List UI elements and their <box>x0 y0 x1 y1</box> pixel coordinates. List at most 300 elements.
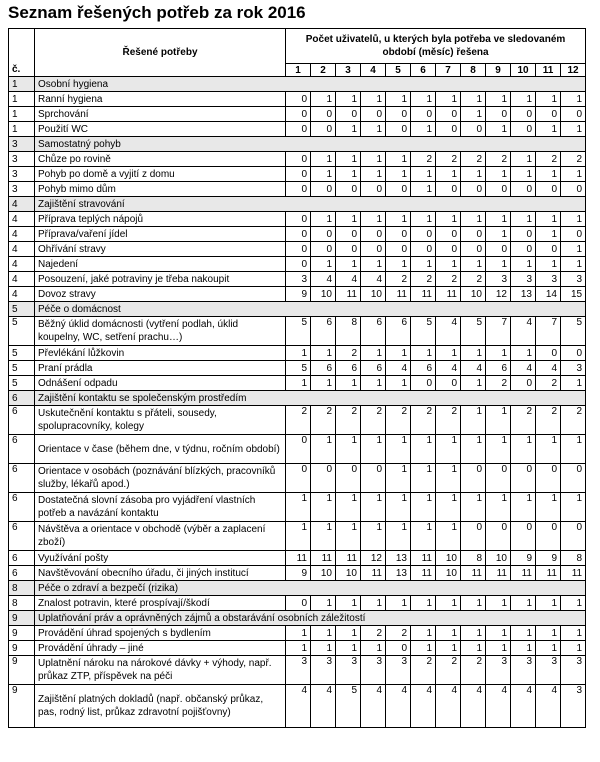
month-value: 0 <box>386 107 411 122</box>
month-value: 1 <box>536 435 561 464</box>
month-value: 2 <box>411 152 436 167</box>
table-row <box>9 212 586 227</box>
month-value: 3 <box>511 656 536 685</box>
row-number: 1 <box>9 107 35 122</box>
month-value: 1 <box>386 92 411 107</box>
month-value: 0 <box>436 107 461 122</box>
table-row <box>9 566 586 581</box>
month-value: 1 <box>361 522 386 551</box>
need-name: Najedení <box>35 257 286 272</box>
table-row <box>9 287 586 302</box>
header-month-1: 1 <box>286 64 311 77</box>
month-value: 5 <box>411 317 436 346</box>
header-month-11: 11 <box>536 64 561 77</box>
month-value: 1 <box>311 346 336 361</box>
month-value: 1 <box>311 626 336 641</box>
month-value: 3 <box>536 656 561 685</box>
month-value: 0 <box>336 242 361 257</box>
month-value: 4 <box>436 361 461 376</box>
month-value: 0 <box>511 376 536 391</box>
month-value: 13 <box>386 566 411 581</box>
month-value: 3 <box>561 361 586 376</box>
month-value: 10 <box>486 551 511 566</box>
month-value: 2 <box>486 376 511 391</box>
month-value: 1 <box>486 257 511 272</box>
table-row <box>9 227 586 242</box>
month-value: 0 <box>311 227 336 242</box>
row-number: 9 <box>9 626 35 641</box>
need-name: Návštěva a orientace v obchodě (výběr a zaplacení zboží) <box>35 522 286 551</box>
month-value: 1 <box>461 167 486 182</box>
month-value: 10 <box>461 287 486 302</box>
month-value: 1 <box>511 641 536 656</box>
month-value: 4 <box>536 685 561 728</box>
month-value: 1 <box>386 522 411 551</box>
month-value: 0 <box>386 122 411 137</box>
month-value: 0 <box>461 122 486 137</box>
table-row <box>9 361 586 376</box>
month-value: 0 <box>286 242 311 257</box>
month-value: 0 <box>486 182 511 197</box>
month-value: 2 <box>536 152 561 167</box>
header-needs-col: Řešené potřeby <box>35 29 286 77</box>
month-value: 1 <box>536 493 561 522</box>
month-value: 10 <box>436 566 461 581</box>
month-value: 2 <box>436 656 461 685</box>
month-value: 2 <box>386 272 411 287</box>
month-value: 1 <box>511 596 536 611</box>
month-value: 1 <box>561 242 586 257</box>
month-value: 3 <box>536 272 561 287</box>
month-value: 11 <box>361 566 386 581</box>
header-month-8: 8 <box>461 64 486 77</box>
section-row <box>9 391 586 406</box>
month-value: 1 <box>461 641 486 656</box>
month-value: 3 <box>311 656 336 685</box>
month-value: 0 <box>461 522 486 551</box>
month-value: 11 <box>411 287 436 302</box>
month-value: 1 <box>361 212 386 227</box>
row-number: 4 <box>9 197 35 212</box>
month-value: 1 <box>411 92 436 107</box>
month-value: 9 <box>286 287 311 302</box>
month-value: 8 <box>561 551 586 566</box>
month-value: 0 <box>536 107 561 122</box>
header-month-6: 6 <box>411 64 436 77</box>
month-value: 1 <box>561 596 586 611</box>
row-number: 9 <box>9 641 35 656</box>
month-value: 3 <box>561 656 586 685</box>
month-value: 1 <box>311 152 336 167</box>
row-number: 5 <box>9 317 35 346</box>
month-value: 1 <box>386 493 411 522</box>
month-value: 1 <box>486 626 511 641</box>
month-value: 0 <box>386 182 411 197</box>
row-number: 5 <box>9 361 35 376</box>
month-value: 0 <box>461 182 486 197</box>
month-value: 10 <box>436 551 461 566</box>
table-row <box>9 641 586 656</box>
row-number: 8 <box>9 596 35 611</box>
month-value: 1 <box>336 92 361 107</box>
table-row <box>9 522 586 551</box>
month-value: 1 <box>386 596 411 611</box>
month-value: 0 <box>436 242 461 257</box>
month-value: 0 <box>436 227 461 242</box>
month-value: 1 <box>436 626 461 641</box>
month-value: 4 <box>486 685 511 728</box>
month-value: 13 <box>511 287 536 302</box>
month-value: 1 <box>386 464 411 493</box>
month-value: 2 <box>336 406 361 435</box>
need-name: Dovoz stravy <box>35 287 286 302</box>
table-row <box>9 685 586 728</box>
table-row <box>9 317 586 346</box>
table-row <box>9 551 586 566</box>
month-value: 1 <box>536 227 561 242</box>
need-name: Praní prádla <box>35 361 286 376</box>
month-value: 1 <box>436 346 461 361</box>
month-value: 1 <box>486 167 511 182</box>
month-value: 0 <box>286 227 311 242</box>
row-number: 4 <box>9 257 35 272</box>
month-value: 6 <box>336 361 361 376</box>
need-name: Použití WC <box>35 122 286 137</box>
need-name: Sprchování <box>35 107 286 122</box>
month-value: 1 <box>336 626 361 641</box>
month-value: 1 <box>411 493 436 522</box>
month-value: 1 <box>561 212 586 227</box>
month-value: 1 <box>536 92 561 107</box>
row-number: 4 <box>9 272 35 287</box>
month-value: 1 <box>461 212 486 227</box>
month-value: 2 <box>286 406 311 435</box>
month-value: 1 <box>411 596 436 611</box>
month-value: 1 <box>336 522 361 551</box>
month-value: 1 <box>436 493 461 522</box>
month-value: 2 <box>386 626 411 641</box>
need-name: Provádění úhrady – jiné <box>35 641 286 656</box>
month-value: 2 <box>536 376 561 391</box>
month-value: 11 <box>311 551 336 566</box>
month-value: 1 <box>411 641 436 656</box>
month-value: 0 <box>286 92 311 107</box>
table-row <box>9 122 586 137</box>
month-value: 1 <box>311 522 336 551</box>
month-value: 1 <box>486 212 511 227</box>
month-value: 1 <box>286 641 311 656</box>
month-value: 2 <box>361 406 386 435</box>
month-value: 0 <box>461 227 486 242</box>
month-value: 4 <box>386 361 411 376</box>
month-value: 1 <box>436 92 461 107</box>
month-value: 1 <box>411 212 436 227</box>
month-value: 0 <box>386 641 411 656</box>
month-value: 1 <box>386 376 411 391</box>
row-number: 6 <box>9 406 35 435</box>
table-row <box>9 182 586 197</box>
month-value: 1 <box>311 596 336 611</box>
month-value: 1 <box>361 122 386 137</box>
month-value: 0 <box>286 257 311 272</box>
month-value: 2 <box>461 272 486 287</box>
need-name: Orientace v osobách (poznávání blízkých, pracovníků služby, lékařů apod.) <box>35 464 286 493</box>
month-value: 0 <box>361 464 386 493</box>
need-name: Uskutečnění kontaktu s přáteli, sousedy, spolupracovníky, kolegy <box>35 406 286 435</box>
month-value: 10 <box>311 287 336 302</box>
month-value: 11 <box>386 287 411 302</box>
month-value: 3 <box>286 656 311 685</box>
month-value: 1 <box>286 493 311 522</box>
month-value: 0 <box>511 122 536 137</box>
need-name: Provádění úhrad spojených s bydlením <box>35 626 286 641</box>
month-value: 1 <box>411 257 436 272</box>
header-month-10: 10 <box>511 64 536 77</box>
month-value: 2 <box>561 152 586 167</box>
month-value: 1 <box>436 641 461 656</box>
month-value: 1 <box>361 493 386 522</box>
month-value: 0 <box>411 242 436 257</box>
month-value: 1 <box>536 212 561 227</box>
month-value: 0 <box>386 227 411 242</box>
month-value: 2 <box>436 406 461 435</box>
month-value: 1 <box>386 435 411 464</box>
month-value: 6 <box>311 317 336 346</box>
month-value: 0 <box>436 122 461 137</box>
table-row <box>9 656 586 685</box>
row-number: 5 <box>9 302 35 317</box>
month-value: 1 <box>436 257 461 272</box>
table-row <box>9 152 586 167</box>
month-value: 1 <box>336 122 361 137</box>
month-value: 1 <box>411 435 436 464</box>
month-value: 0 <box>511 522 536 551</box>
month-value: 1 <box>486 92 511 107</box>
need-name: Dostatečná slovní zásoba pro vyjádření vlastních potřeb a navázání kontaktu <box>35 493 286 522</box>
month-value: 0 <box>286 152 311 167</box>
need-name: Chůze po rovině <box>35 152 286 167</box>
row-number: 9 <box>9 656 35 685</box>
month-value: 1 <box>436 212 461 227</box>
header-row <box>9 29 586 64</box>
month-value: 3 <box>561 272 586 287</box>
need-name: Posouzení, jaké potraviny je třeba nakoupit <box>35 272 286 287</box>
section-row <box>9 197 586 212</box>
month-value: 0 <box>511 227 536 242</box>
month-value: 2 <box>461 656 486 685</box>
row-number: 4 <box>9 212 35 227</box>
section-row <box>9 302 586 317</box>
month-value: 0 <box>311 182 336 197</box>
month-value: 2 <box>386 406 411 435</box>
month-value: 1 <box>361 641 386 656</box>
row-number: 4 <box>9 242 35 257</box>
month-value: 1 <box>411 122 436 137</box>
month-value: 1 <box>536 596 561 611</box>
month-value: 0 <box>286 167 311 182</box>
row-number: 6 <box>9 435 35 464</box>
month-value: 0 <box>361 242 386 257</box>
row-number: 3 <box>9 152 35 167</box>
month-value: 1 <box>336 167 361 182</box>
month-value: 1 <box>461 376 486 391</box>
row-number: 1 <box>9 92 35 107</box>
month-value: 1 <box>561 493 586 522</box>
table-row <box>9 167 586 182</box>
month-value: 8 <box>336 317 361 346</box>
section-title: Péče o domácnost <box>35 302 586 317</box>
month-value: 3 <box>486 272 511 287</box>
month-value: 1 <box>286 346 311 361</box>
month-value: 1 <box>361 167 386 182</box>
table-body <box>9 77 586 728</box>
month-value: 11 <box>411 566 436 581</box>
month-value: 0 <box>536 522 561 551</box>
month-value: 1 <box>511 626 536 641</box>
header-number-col: č. <box>9 29 35 77</box>
section-title: Péče o zdraví a bezpečí (rizika) <box>35 581 586 596</box>
month-value: 1 <box>511 435 536 464</box>
month-value: 10 <box>361 287 386 302</box>
month-value: 0 <box>561 182 586 197</box>
month-value: 12 <box>486 287 511 302</box>
need-name: Navštěvování obecního úřadu, či jiných institucí <box>35 566 286 581</box>
header-month-2: 2 <box>311 64 336 77</box>
table-row <box>9 107 586 122</box>
month-value: 0 <box>486 522 511 551</box>
month-value: 1 <box>361 435 386 464</box>
month-value: 1 <box>336 257 361 272</box>
month-value: 6 <box>361 317 386 346</box>
month-value: 0 <box>511 107 536 122</box>
header-users-col: Počet uživatelů, u kterých byla potřeba ve sledovaném období (měsíc) řešena <box>286 29 586 64</box>
header-month-9: 9 <box>486 64 511 77</box>
need-name: Běžný úklid domácnosti (vytření podlah, úklid koupelny, WC, setření prachu…) <box>35 317 286 346</box>
row-number: 4 <box>9 227 35 242</box>
month-value: 1 <box>411 626 436 641</box>
month-value: 4 <box>461 685 486 728</box>
month-value: 4 <box>461 361 486 376</box>
row-number: 5 <box>9 346 35 361</box>
month-value: 1 <box>311 376 336 391</box>
table-row <box>9 406 586 435</box>
section-title: Zajištění kontaktu se společenským prostředím <box>35 391 586 406</box>
month-value: 1 <box>486 596 511 611</box>
month-value: 3 <box>361 656 386 685</box>
month-value: 4 <box>311 685 336 728</box>
need-name: Ranní hygiena <box>35 92 286 107</box>
month-value: 6 <box>486 361 511 376</box>
month-value: 1 <box>511 152 536 167</box>
month-value: 0 <box>561 227 586 242</box>
month-value: 3 <box>486 656 511 685</box>
month-value: 0 <box>511 464 536 493</box>
month-value: 2 <box>436 272 461 287</box>
month-value: 1 <box>486 406 511 435</box>
section-row <box>9 77 586 92</box>
month-value: 11 <box>336 287 361 302</box>
month-value: 0 <box>411 107 436 122</box>
month-value: 2 <box>311 406 336 435</box>
month-value: 5 <box>336 685 361 728</box>
month-value: 1 <box>361 92 386 107</box>
need-name: Převlékání lůžkovin <box>35 346 286 361</box>
month-value: 1 <box>486 493 511 522</box>
month-value: 1 <box>511 493 536 522</box>
month-value: 13 <box>386 551 411 566</box>
need-name: Zajištění platných dokladů (např. občanský průkaz, pas, rodný list, průkaz zdravotní pojišťovny) <box>35 685 286 728</box>
month-value: 1 <box>436 464 461 493</box>
month-value: 1 <box>336 376 361 391</box>
row-number: 9 <box>9 685 35 728</box>
section-title: Samostatný pohyb <box>35 137 586 152</box>
month-value: 0 <box>286 212 311 227</box>
header-month-3: 3 <box>336 64 361 77</box>
month-value: 0 <box>336 227 361 242</box>
month-value: 5 <box>561 317 586 346</box>
month-value: 11 <box>486 566 511 581</box>
month-value: 0 <box>561 346 586 361</box>
need-name: Orientace v čase (během dne, v týdnu, ročním období) <box>35 435 286 464</box>
month-value: 9 <box>286 566 311 581</box>
row-number: 6 <box>9 522 35 551</box>
row-number: 9 <box>9 611 35 626</box>
month-value: 1 <box>436 522 461 551</box>
month-value: 0 <box>536 182 561 197</box>
month-value: 1 <box>461 107 486 122</box>
month-value: 0 <box>561 522 586 551</box>
month-value: 2 <box>336 346 361 361</box>
month-value: 1 <box>386 167 411 182</box>
row-number: 6 <box>9 551 35 566</box>
section-row <box>9 611 586 626</box>
month-value: 1 <box>561 376 586 391</box>
month-value: 1 <box>486 122 511 137</box>
month-value: 1 <box>361 596 386 611</box>
month-value: 11 <box>436 287 461 302</box>
month-value: 1 <box>411 464 436 493</box>
month-value: 5 <box>286 361 311 376</box>
month-value: 1 <box>486 641 511 656</box>
section-row <box>9 581 586 596</box>
month-value: 0 <box>436 376 461 391</box>
month-value: 2 <box>511 406 536 435</box>
month-value: 1 <box>336 493 361 522</box>
month-value: 1 <box>411 182 436 197</box>
month-value: 2 <box>411 656 436 685</box>
month-value: 7 <box>536 317 561 346</box>
month-value: 1 <box>311 641 336 656</box>
month-value: 0 <box>536 242 561 257</box>
month-value: 4 <box>336 272 361 287</box>
month-value: 1 <box>461 435 486 464</box>
month-value: 1 <box>561 626 586 641</box>
month-value: 1 <box>561 641 586 656</box>
row-number: 6 <box>9 566 35 581</box>
month-value: 0 <box>561 107 586 122</box>
month-value: 1 <box>361 346 386 361</box>
need-name: Znalost potravin, které prospívají/škodí <box>35 596 286 611</box>
need-name: Příprava teplých nápojů <box>35 212 286 227</box>
month-value: 1 <box>286 522 311 551</box>
month-value: 2 <box>361 626 386 641</box>
row-number: 1 <box>9 122 35 137</box>
month-value: 1 <box>536 122 561 137</box>
month-value: 0 <box>286 435 311 464</box>
month-value: 6 <box>361 361 386 376</box>
month-value: 1 <box>386 152 411 167</box>
need-name: Využívání pošty <box>35 551 286 566</box>
